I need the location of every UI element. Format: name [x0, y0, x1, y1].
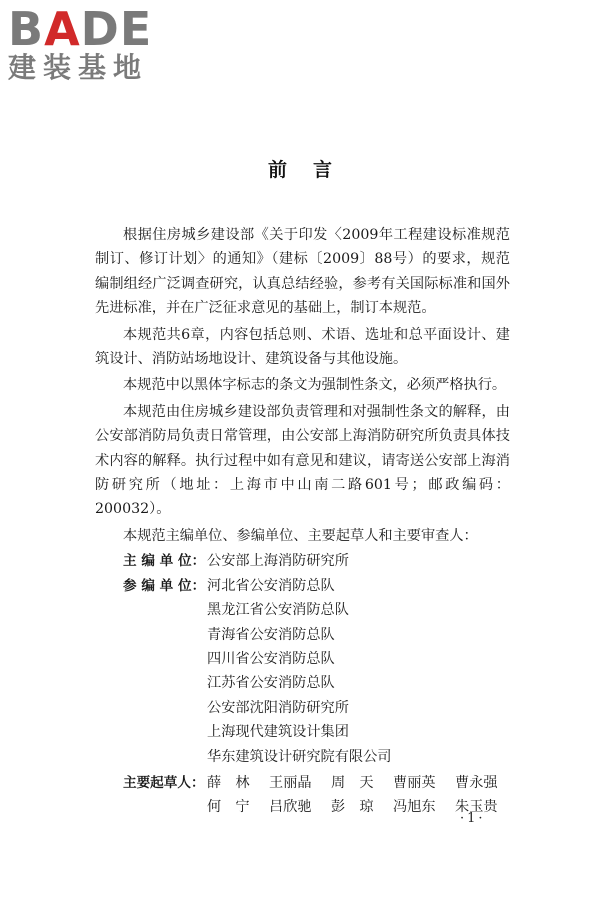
drafter-name: 朱玉贵	[455, 799, 498, 816]
bade-logo	[8, 2, 178, 84]
drafter-name: 曹丽英	[393, 774, 436, 791]
participating-unit: 河北省公安消防总队	[207, 577, 335, 594]
logo-subtitle: 建装基地	[8, 51, 149, 84]
document-body	[95, 223, 510, 820]
participating-unit: 青海省公安消防总队	[207, 626, 335, 643]
logo-mark	[8, 2, 178, 56]
participating-unit: 江苏省公安消防总队	[207, 675, 335, 692]
chief-unit-name: 公安部上海消防研究所	[207, 553, 349, 570]
drafter-name: 曹永强	[455, 774, 498, 791]
participating-unit: 上海现代建筑设计集团	[207, 724, 349, 741]
participating-unit: 华东建筑设计研究院有限公司	[207, 748, 392, 765]
participating-unit: 黑龙江省公安消防总队	[207, 602, 349, 619]
units-section	[95, 549, 510, 819]
page-title: 前言	[267, 159, 358, 181]
paragraph-2: 本规范共6章，内容包括总则、术语、选址和总平面设计、建筑设计、消防站场地设计、建筑设备与其他设施。	[95, 326, 510, 368]
paragraph-4: 本规范由住房城乡建设部负责管理和对强制性条文的解释，由公安部消防局负责日常管理，由公安部上海消防研究所负责具体技术内容的解释。执行过程中如有意见和建议，请寄送公安部上海消防研究所（地址：上海市中山南二路601号；邮政编码：200032）。	[95, 403, 510, 518]
drafters-row	[95, 771, 510, 820]
drafter-name: 彭 琼	[331, 799, 374, 816]
participating-units-row	[95, 574, 510, 769]
drafter-name: 何 宁	[207, 799, 250, 816]
chief-unit-row	[95, 549, 510, 573]
drafter-name: 王丽晶	[269, 774, 312, 791]
participating-unit: 公安部沈阳消防研究所	[207, 699, 349, 716]
logo-mark-a: A	[44, 2, 81, 56]
logo-mark-de: DE	[80, 2, 153, 56]
logo-mark-b: B	[8, 2, 45, 56]
drafter-name: 吕欣驰	[269, 799, 312, 816]
paragraph-1: 根据住房城乡建设部《关于印发〈2009年工程建设标准规范制订、修订计划〉的通知》（建标〔2009〕88号）的要求，规范编制组经广泛调查研究，认真总结经验，参考有关国际标准和国外先进标准，并在广泛征求意见的基础上，制订本规范。	[95, 227, 510, 317]
chief-unit-label: 主 编 单 位：	[123, 553, 206, 570]
participating-units-label: 参 编 单 位：	[123, 577, 206, 594]
drafter-name: 周 天	[331, 774, 374, 791]
participating-units-list	[207, 574, 510, 769]
page-number: ·1·	[460, 811, 486, 826]
participating-unit: 四川省公安消防总队	[207, 650, 335, 667]
drafters-label: 主要起草人：	[123, 774, 205, 791]
drafter-name: 薛 林	[207, 774, 250, 791]
paragraph-5: 本规范主编单位、参编单位、主要起草人和主要审查人：	[123, 527, 478, 544]
paragraph-3: 本规范中以黑体字标志的条文为强制性条文，必须严格执行。	[123, 377, 507, 394]
drafter-name: 冯旭东	[393, 799, 436, 816]
